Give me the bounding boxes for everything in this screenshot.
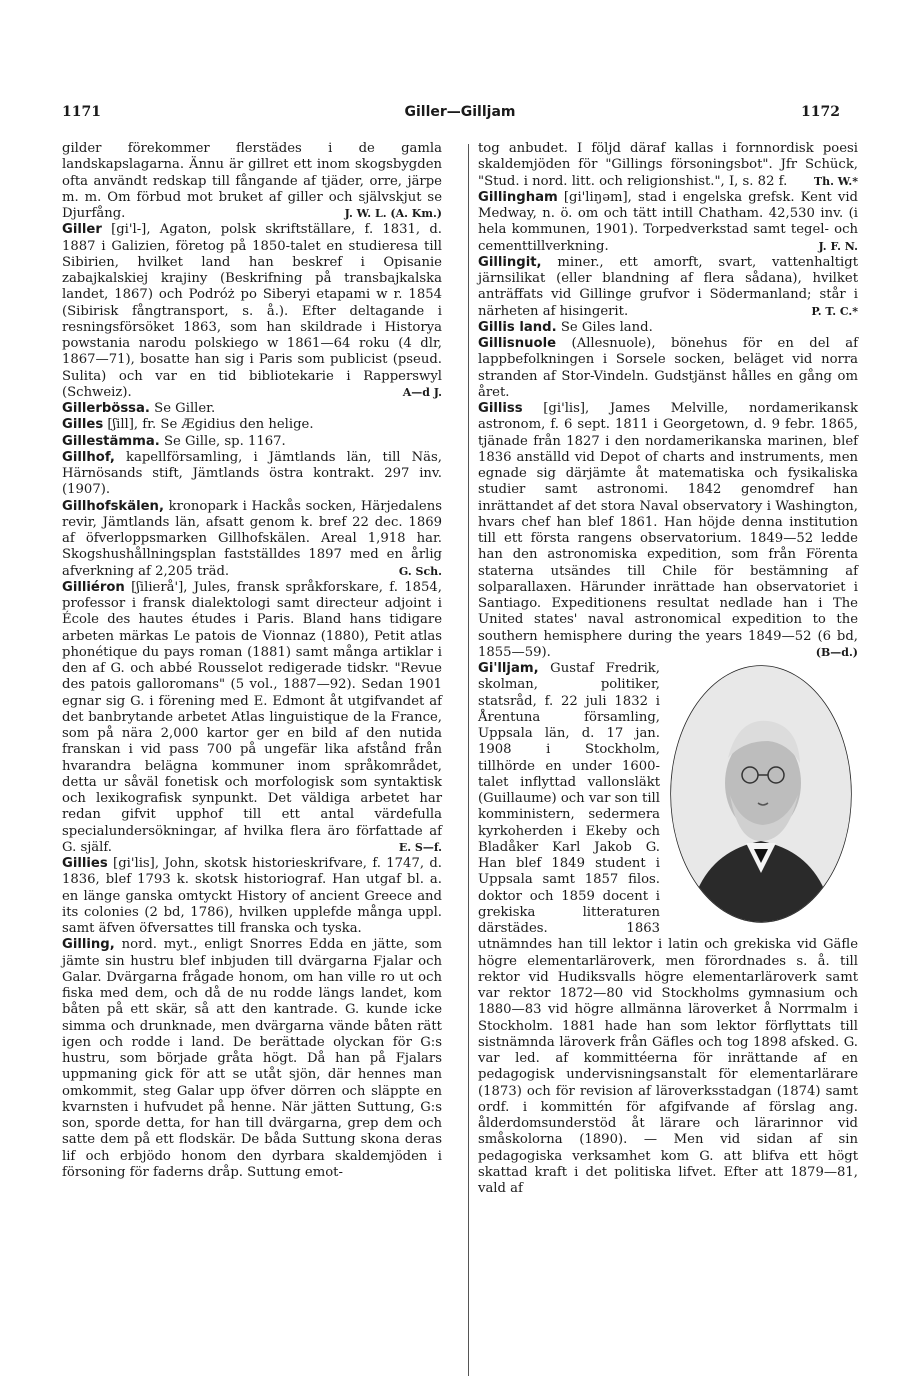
entry xyxy=(478,255,858,320)
entry-signature: J. F. N. xyxy=(818,239,858,253)
portrait-figure xyxy=(668,663,858,931)
entry xyxy=(478,336,858,401)
entry-headword: Gillestämma. xyxy=(62,433,160,449)
entry xyxy=(62,141,442,222)
entry xyxy=(62,450,442,499)
entry-signature: P. T. C.* xyxy=(811,304,858,318)
entry-text: [gi'l-], Agaton, polsk skriftställare, f. 1831, d. 1887 i Galizien, företog på 1850-talet en studieresa till Sibirien, hvilket land han beskref i Opisanie zabajkalskiej krajiny (Beskrifning på transbajkalska landet, 1867) och Podróż po Siberyi etapami w r. 1854 (Sibirisk fångtransport, s. å.). Efter deltagande i resningsförsöket 1863, som han skildrade i Historya powstania narodu polskiego w 1861—64 roku (4 dlr, 1867—71), bosatte han sig i Paris som publicist (pseud. Sulita) och var en tid bibliotekarie i Rapperswyl (Schweiz). xyxy=(62,222,442,400)
entry-text: tog anbudet. I följd däraf kallas i fornnordisk poesi skaldemjöden för "Gillings försoningsbot". Jfr Schück, "Stud. i nord. litt. och religionshist.", I, s. 82 f. xyxy=(478,141,858,189)
entry xyxy=(478,661,858,1197)
entry xyxy=(62,401,442,417)
entry-headword: Gi'lljam, xyxy=(478,661,539,676)
entry xyxy=(478,190,858,255)
right-column xyxy=(478,141,858,1197)
entry xyxy=(62,417,442,433)
page-title: Giller—Gilljam xyxy=(404,104,516,120)
entry xyxy=(478,141,858,190)
entry-text: Gustaf Fredrik, skolman, politiker, statsråd, f. 22 juli 1832 i Årentuna församling, Uppsala län, d. 17 jan. 1908 i Stockholm, tillhörde en under 1600-talet inflyttad vallonsläkt (Guillaume) och var son till komministern, sedermera kyrkoherden i Ekeby och Bladåker Karl Jakob G. Han blef 1849 student i Uppsala samt 1857 filos. doktor och 1859 docent i grekiska litteraturen därstädes. 1863 utnämndes han till lektor i latin och grekiska vid Gäfle högre elementarläroverk, men förordnades s. å. till rektor vid Hudiksvalls högre elementarläroverk samt var rektor 1872—80 vid Stockholms gymnasium och 1880—83 vid högre allmänna läroverket å Norrmalm i Stockholm. 1881 hade han som lektor förflyttats till sistnämnda läroverk från Gäfles och tog 1898 afsked. G. var led. af kommittéerna för inrättande af en pedagogisk undervisningsanstalt för elementarlärare (1873) och för revision af läroverksstadgan (1874) samt ordf. i kommittén för afgifvande af förslag ang. ålderdomsunderstöd åt lärare och lärarinnor vid småskolorna (1890). — Men vid sidan af sin pedagogiska verksamhet kom G. att blifva ett högt skattad kraft i det politiska lifvet. Efter att 1879—81, vald af xyxy=(478,661,858,1196)
entry-text: [gi'lis], John, skotsk historieskrifvare, f. 1747, d. 1836, blef 1793 k. skotsk historiograf. Han utgaf bl. a. en länge ganska omtyckt History of ancient Greece and its colonies (2 bd, 1786), hvilken upplefde många uppl. samt äfven öfversattes till franska och tyska. xyxy=(62,856,442,936)
entry-signature: G. Sch. xyxy=(398,564,442,578)
entry-headword: Gilles xyxy=(62,417,104,433)
entry-text: [ʃill], fr. Se Ægidius den helige. xyxy=(107,417,314,433)
entry-text: [gi'liŋəm], stad i engelska grefsk. Kent vid Medway, n. ö. om och tätt intill Chatham. 42,530 inv. (i hela kommunen, 1901). Torpedverkstad samt tegel- och cementtillverkning. xyxy=(478,189,858,254)
entry-signature: E. S—f. xyxy=(398,840,442,854)
entry-text: Se Giles land. xyxy=(560,319,653,335)
entry-text: gilder förekommer flerstädes i de gamla landskapslagarna. Ännu är gillret ett inom skogsbygden ofta användt redskap till fångande af tjäder, orre, järpe m. m. Om förbud mot bruket af giller och självskjut se Djurfång. xyxy=(62,141,442,221)
entry-text: kapellförsamling, i Jämtlands län, till Näs, Härnösands stift, Jämtlands östra kontrakt. 297 inv. (1907). xyxy=(62,449,442,498)
entry-text: (Allesnuole), bönehus för en del af lappbefolkningen i Sorsele socken, beläget vid norra stranden af Stor-Vindeln. Gudstjänst hålles en gång om året. xyxy=(478,336,858,400)
entry-headword: Gillisnuole xyxy=(478,336,557,351)
entry-text: [ʃilierå'], Jules, fransk språkforskare, f. 1854, professor i fransk dialektologi samt directeur adjoint i École des hautes études i Paris. Bland hans tidigare arbeten märkas Le patois de Vionnaz (1880), Petit atlas phonétique du pays roman (1881) samt många artiklar i den af G. och abbé Rousselot redigerade tidskr. "Revue des patois galloromans" (5 vol., 1887—92). Sedan 1901 egnar sig G. i förening med E. Edmont åt utgifvandet af det banbrytande arbetet Atlas linguistique de la France, som på nära 2,000 kartor ger en bild af den nutida franskan i vid pass 700 på ungefär lika afstånd från hvarandra belägna kommuner inom språkområdet, detta ur såväl fonetisk och morfologisk som syntaktisk och lexikografisk synpunkt. Det väldiga arbetet har redan gifvit upphof till ett antal värdefulla specialundersökningar, af hvilka flera äro författade af G. själf. xyxy=(62,579,442,855)
entry-signature: J. W. L. (A. Km.) xyxy=(344,207,442,220)
page-number-right: 1172 xyxy=(801,104,840,120)
entry-signature: Th. W.* xyxy=(813,174,858,188)
page-number-left: 1171 xyxy=(62,104,101,120)
left-column xyxy=(62,141,442,1181)
entry-headword: Gillingham xyxy=(478,189,558,205)
entry-text: miner., ett amorft, svart, vattenhaltigt järnsilikat (eller blandning af flera sådana), hvilket anträffats vid Gillinge grufvor i Södermanland; står i närheten af hisingerit. xyxy=(478,254,858,319)
entry xyxy=(62,222,442,401)
entry xyxy=(478,320,858,336)
entry-headword: Gillis land. xyxy=(478,319,557,335)
entry-text: Se Giller. xyxy=(154,401,216,416)
entry xyxy=(478,401,858,661)
entry xyxy=(62,580,442,856)
entry-text: nord. myt., enligt Snorres Edda en jätte, som jämte sin hustru blef inbjuden till dvärgarna Fjalar och Galar. Dvärgarna frågade honom, om han ville ro ut och fiska med dem, och då de nu rodde längs landet, kom båten på ett skär, så att den kantrade. G. kunde icke simma och drunknade, men dvärgarna vände båten rätt igen och rodde i land. De berättade olyckan för G:s hustru, som började gråta högt. Då han på Fjalars uppmaning gick för att se utåt sjön, där hennes man omkommit, steg Galar upp öfver dörren och släppte en kvarnsten i hufvudet på henne. När jätten Suttung, G:s son, sporde detta, for han till dvärgarna, grep dem och satte dem på ett flodskär. De båda Suttung skona deras lif och erbjödo honom den dyrbara skaldemjöden i försoning för faderns dråp. Suttung emot- xyxy=(62,937,442,1180)
entry-text: kronopark i Hackås socken, Härjedalens revir, Jämtlands län, afsatt genom k. bref 22 dec. 1869 af öfverloppsmarken Gillhofskälen. Areal 1,918 har. Skogshushållningsplan fastställdes 1897 med en årlig afverkning af 2,205 träd. xyxy=(62,498,442,579)
entry-headword: Gillingit, xyxy=(478,254,542,270)
entry-headword: Giller xyxy=(62,222,102,238)
entry-headword: Gillhofskälen, xyxy=(62,498,164,514)
column-divider xyxy=(468,144,469,1376)
entry-signature: A—d J. xyxy=(402,385,442,399)
entry-headword: Gilliss xyxy=(478,401,523,416)
entry-headword: Gillies xyxy=(62,856,108,871)
entry-headword: Gilliéron xyxy=(62,579,125,595)
entry xyxy=(62,937,442,1181)
portrait-image xyxy=(668,663,854,925)
entry xyxy=(62,434,442,450)
entry-headword: Gillhof, xyxy=(62,449,115,465)
entry xyxy=(62,499,442,580)
entry-text: Se Gille, sp. 1167. xyxy=(163,433,286,449)
entry xyxy=(62,856,442,937)
entry-signature: (B—d.) xyxy=(815,645,858,659)
entry-headword: Gillerbössa. xyxy=(62,401,150,416)
entry-text: [gi'lis], James Melville, nordamerikansk astronom, f. 6 sept. 1811 i Georgetown, d. 9 febr. 1865, tjänade från 1827 i den nordamerikanska marinen, blef 1836 anställd vid Depot of charts and instruments, men egnade sig därjämte åt matematiska och fysikaliska studier samt astronomi. 1842 genomdref han inrättandet af det stora Naval observatory i Washington, hvars chef han blef 1861. Han höjde denna institution till ett första rangens observatorium. 1849—52 ledde han den astronomiska expedition, som från Förenta staterna utsändes till Chile för bestämning af solparallaxen. Härunder inrättade han observatoriet i Santiago. Expeditionens resultat nedlade han i The United states' naval astronomical expedition to the southern hemisphere during the years 1849—52 (6 bd, 1855—59). xyxy=(478,401,858,660)
entry-headword: Gilling, xyxy=(62,937,115,953)
